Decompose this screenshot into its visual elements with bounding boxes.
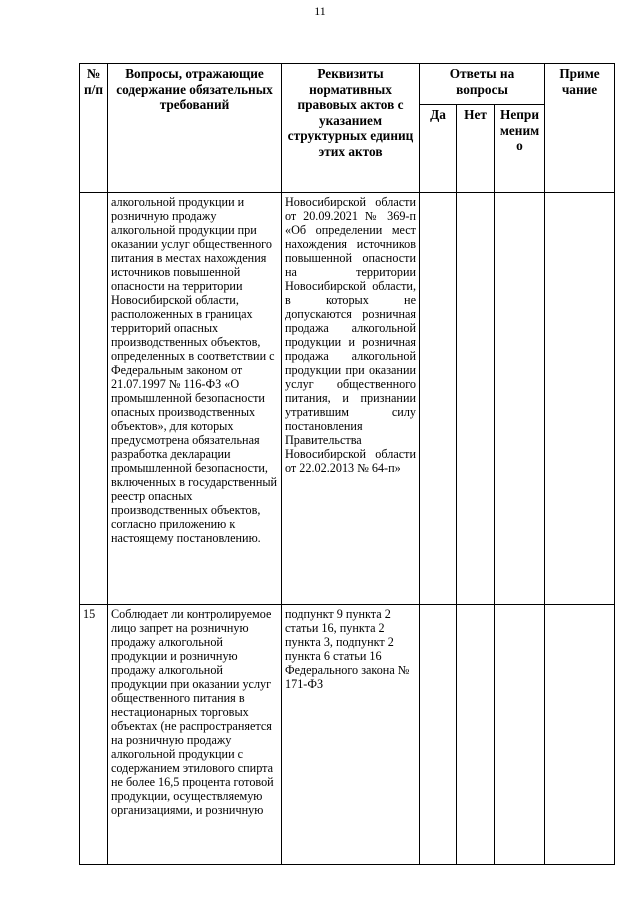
question-cell: алкогольной продукции и розничную продажу алкогольной продукции при оказании услуг общественного питания в местах нахождения источников повышенной опасности на территории Новосибирской области, расположенных в границах территорий опасных производственных объектов, определенных в соответствии с Федеральным законом от 21.07.1997 № 116-ФЗ «О промышленной безопасности опасных производственных объектов», для которых предусмотрена обязательная разработка декларации промышленной безопасности, включенных в государственный реестр опасных производственных объектов, согласно приложению к настоящему постановлению. bbox=[108, 193, 282, 605]
answer-no-cell bbox=[457, 605, 495, 865]
answer-na-cell bbox=[495, 193, 545, 605]
answer-na-cell bbox=[495, 605, 545, 865]
header-answers: Ответы на вопросы bbox=[420, 64, 545, 105]
page-number: 11 bbox=[314, 4, 326, 18]
question-cell: Соблюдает ли контролируемое лицо запрет на розничную продажу алкогольной продукции и розничную продажу алкогольной продукции при оказании услуг общественного питания в нестационарных торговых объектах (не распространяется на розничную продажу алкогольной продукции с содержанием этилового спирта не более 16,5 процента готовой продукции, осуществляемую организациями, и розничную bbox=[108, 605, 282, 865]
row-number bbox=[80, 193, 108, 605]
answer-yes-cell bbox=[420, 193, 457, 605]
header-note: Приме чание bbox=[545, 64, 615, 193]
header-yes: Да bbox=[420, 105, 457, 193]
requisites-cell: подпункт 9 пункта 2 статьи 16, пункта 2 пункта 3, подпункт 2 пункта 6 статьи 16 Федерального закона № 171-ФЗ bbox=[282, 605, 420, 865]
header-no: Нет bbox=[457, 105, 495, 193]
table-row bbox=[80, 193, 615, 605]
requirements-table bbox=[79, 63, 615, 865]
answer-yes-cell bbox=[420, 605, 457, 865]
note-cell bbox=[545, 605, 615, 865]
header-num: № п/п bbox=[80, 64, 108, 193]
header-requisites: Реквизиты нормативных правовых актов с указанием структурных единиц этих актов bbox=[282, 64, 420, 193]
header-questions: Вопросы, отражающие содержание обязательных требований bbox=[108, 64, 282, 193]
row-number: 15 bbox=[80, 605, 108, 865]
note-cell bbox=[545, 193, 615, 605]
answer-no-cell bbox=[457, 193, 495, 605]
requisites-cell: Новосибирской области от 20.09.2021 № 369-п «Об определении мест нахождения источников повышенной опасности на территории Новосибирской области, в которых не допускаются розничная продажа алкогольной продукции и розничная продажа алкогольной продукции при оказании услуг общественного питания, и признании утратившим силу постановления Правительства Новосибирской области от 22.02.2013 № 64-п» bbox=[282, 193, 420, 605]
table-row bbox=[80, 605, 615, 865]
header-na: Непри меним о bbox=[495, 105, 545, 193]
